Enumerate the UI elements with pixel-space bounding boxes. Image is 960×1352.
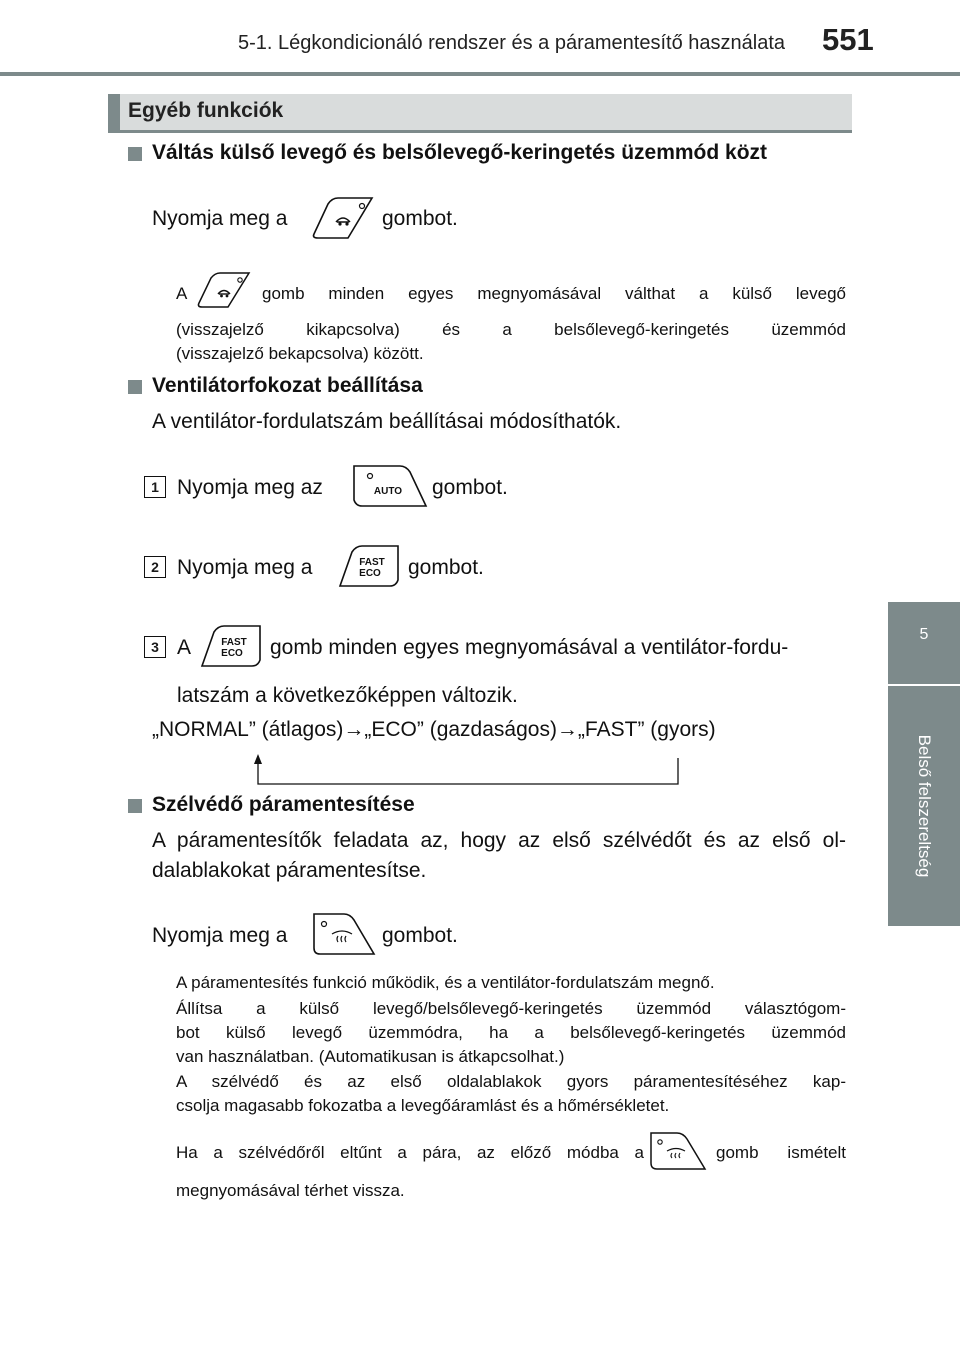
body-text: A ventilátor-fordulatszám beállításai módosíthatók. [152,410,622,433]
step-text: Nyomja meg a [177,556,313,579]
instruction-text: Nyomja meg a [152,207,288,230]
instruction-text-end: gombot. [382,207,458,230]
instruction-text-end: gombot. [382,924,458,947]
step-text: A [177,636,192,659]
step-number: 2 [144,556,166,578]
note-text-end: gomb ismételt [716,1143,846,1162]
note-text: Ha a szélvédőről eltűnt a pára, az előző módba a [176,1143,644,1162]
eco-label: ECO [359,568,381,579]
auto-label: AUTO [373,486,403,497]
note-text: (visszajelző kikapcsolva) és a belsőlevegő-keringetés üzemmód [176,320,846,339]
fast-eco-button-icon [198,622,264,670]
step-text: latszám a következőképpen változik. [177,684,518,707]
recirculation-button-icon [310,194,376,242]
heading-bullet [128,147,142,161]
step-text-end: gombot. [432,476,508,499]
cycle-return-arrow [246,752,686,792]
note-text: (visszajelző bekapcsolva) között. [176,344,424,363]
chapter-title: Belső felszereltség [915,734,934,878]
step-text-end: gombot. [408,556,484,579]
section-title: Egyéb funkciók [128,99,284,122]
body-text: dalablakokat páramentesítse. [152,859,427,882]
heading-bullet [128,799,142,813]
heading-bullet [128,380,142,394]
note-text: A [176,284,188,303]
defroster-button-icon [310,910,378,958]
note-text: Állítsa a külső levegő/belsőlevegő-keringetés üzemmód választógom- [176,999,846,1018]
section-bar-accent [108,94,120,133]
running-header: 5-1. Légkondicionáló rendszer és a páramentesítő használata [238,32,786,54]
chapter-number: 5 [919,626,929,643]
fan-mode-sequence: „NORMAL” (átlagos)→„ECO” (gazdaságos)→„FAST” (gyors) [152,718,716,741]
heading-fan-speed: Ventilátorfokozat beállítása [152,374,423,397]
step-text: Nyomja meg az [177,476,323,499]
note-text: gomb minden egyes megnyomásával válthat a külső levegő [262,284,846,303]
step-text-end: gomb minden egyes megnyomásával a ventilátor-fordu- [270,636,789,659]
note-text: A szélvédő és az első oldalablakok gyors páramentesítéséhez kap- [176,1072,846,1091]
recirculation-button-icon [196,270,252,310]
fast-label: FAST [359,557,385,568]
body-text: A páramentesítők feladata az, hogy az első szélvédőt és az első ol- [152,829,846,852]
heading-defroster: Szélvédő páramentesítése [152,793,415,816]
note-text: megnyomásával térhet vissza. [176,1181,405,1200]
step-number: 3 [144,636,166,658]
page-number: 551 [822,22,874,57]
note-text: A páramentesítés funkció működik, és a ventilátor-fordulatszám megnő. [176,973,715,992]
header-rule [0,72,960,76]
eco-label: ECO [221,648,243,659]
instruction-text: Nyomja meg a [152,924,288,947]
step-number: 1 [144,476,166,498]
auto-button-icon [350,462,428,510]
fast-label: FAST [221,637,247,648]
defroster-button-icon [648,1130,708,1172]
note-text: bot külső levegő üzemmódra, ha a belsőlevegő-keringetés üzemmód [176,1023,846,1042]
heading-recirculation: Váltás külső levegő és belsőlevegő-keringetés üzemmód közt [152,141,768,164]
note-text: csolja magasabb fokozatba a levegőáramlást és a hőmérsékletet. [176,1096,670,1115]
fast-eco-button-icon [336,542,402,590]
note-text: van használatban. (Automatikusan is átkapcsolhat.) [176,1047,565,1066]
